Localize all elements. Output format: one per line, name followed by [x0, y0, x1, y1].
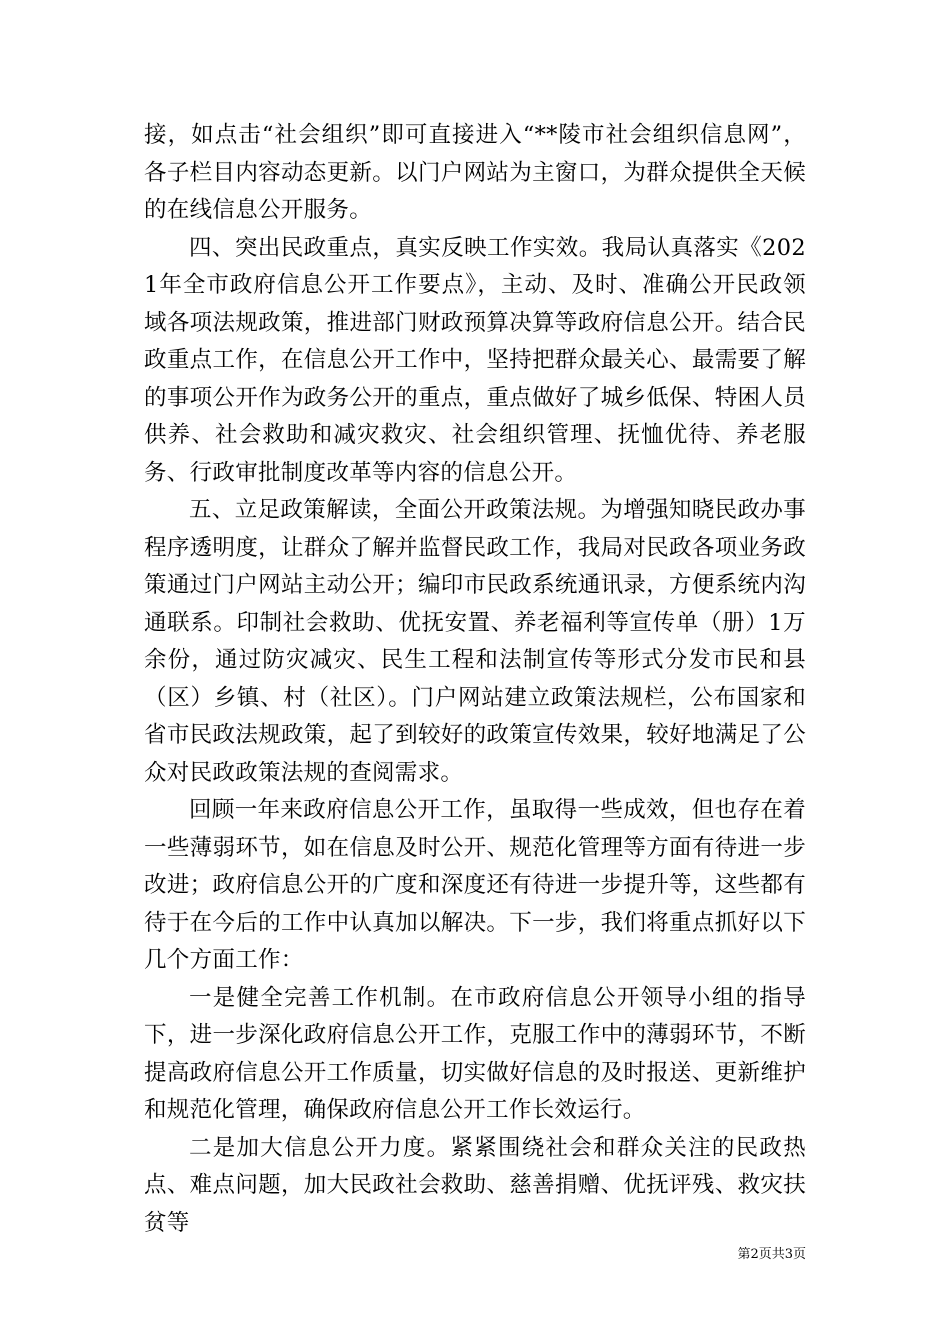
- paragraph-item-two: 二是加大信息公开力度。紧紧围绕社会和群众关注的民政热点、难点问题，加大民政社会救助、慈善捐赠、优抚评残、救灾扶贫等: [144, 1134, 806, 1236]
- paragraph-section-four: 四、突出民政重点，真实反映工作实效。我局认真落实《2021年全市政府信息公开工作要点》，主动、及时、准确公开民政领域各项法规政策，推进部门财政预算决算等政府信息公开。结合民政重点工作，在信息公开工作中，坚持把群众最关心、最需要了解的事项公开作为政务公开的重点，重点做好了城乡低保、特困人员供养、社会救助和减灾救灾、社会组织管理、抚恤优待、养老服务、行政审批制度改革等内容的信息公开。: [144, 234, 806, 486]
- paragraph-item-one: 一是健全完善工作机制。在市政府信息公开领导小组的指导下，进一步深化政府信息公开工作，克服工作中的薄弱环节，不断提高政府信息公开工作质量，切实做好信息的及时报送、更新维护和规范化管理，确保政府信息公开工作长效运行。: [144, 984, 806, 1123]
- paragraph-continuation: 接，如点击“社会组织”即可直接进入“**陵市社会组织信息网”，各子栏目内容动态更新。以门户网站为主窗口，为群众提供全天候的在线信息公开服务。: [144, 122, 806, 223]
- paragraph-review: 回顾一年来政府信息公开工作，虽取得一些成效，但也存在着一些薄弱环节，如在信息及时公开、规范化管理等方面有待进一步改进；政府信息公开的广度和深度还有待进一步提升等，这些都有待于在今后的工作中认真加以解决。下一步，我们将重点抓好以下几个方面工作：: [144, 797, 806, 973]
- page-number: 第2页共3页: [737, 1247, 806, 1262]
- paragraph-section-five: 五、立足政策解读，全面公开政策法规。为增强知晓民政办事程序透明度，让群众了解并监督民政工作，我局对民政各项业务政策通过门户网站主动公开；编印市民政系统通讯录，方便系统内沟通联系。印制社会救助、优抚安置、养老福利等宣传单（册）1万余份，通过防灾减灾、民生工程和法制宣传等形式分发市民和县（区）乡镇、村（社区）。门户网站建立政策法规栏，公布国家和省市民政法规政策，起了到较好的政策宣传效果，较好地满足了公众对民政政策法规的查阅需求。: [144, 497, 806, 786]
- document-body: [144, 117, 806, 1242]
